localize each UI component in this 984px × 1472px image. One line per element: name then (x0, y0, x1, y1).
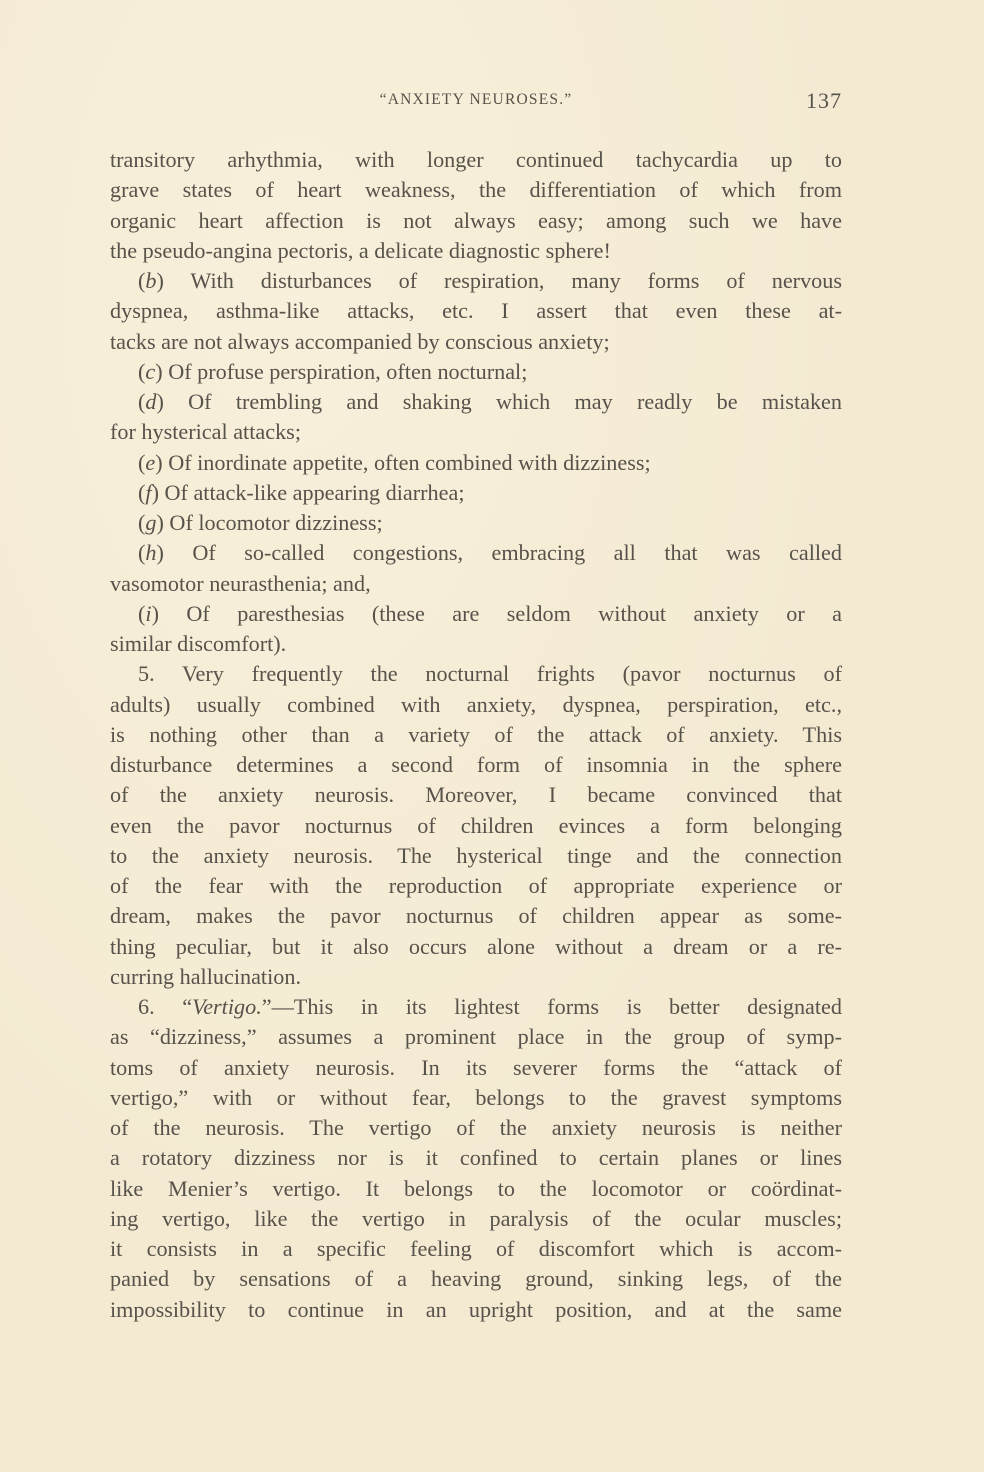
line-text: of the neurosis. The vertigo of the anxiety neurosis is neither (110, 1115, 842, 1140)
text-line (110, 357, 842, 387)
text-line (110, 145, 842, 175)
line-text: dyspnea, asthma-like attacks, etc. I assert that even these at- (110, 298, 842, 324)
text-line (110, 1204, 842, 1234)
text-line (110, 780, 842, 810)
text-line (110, 1083, 842, 1113)
text-line (110, 932, 842, 962)
line-text: Of so-called congestions, embracing all that was called (163, 540, 842, 566)
text-line (110, 1113, 842, 1143)
line-text: to the anxiety neurosis. The hysterical tinge and the connection (110, 842, 842, 868)
line-text: a rotatory dizziness nor is it confined to certain planes or lines (110, 1145, 842, 1171)
line-text: of the fear with the reproduction of appropriate experience or (110, 873, 842, 898)
line-text: Of trembling and shaking which may readly be mistaken (163, 389, 842, 414)
text-line (110, 962, 842, 992)
text-line (110, 266, 842, 296)
list-label: (f) (138, 479, 159, 505)
line-text: adults) usually combined with anxiety, dyspnea, perspiration, etc., (110, 691, 842, 717)
text-line (110, 206, 842, 236)
text-line (110, 296, 842, 326)
text-line (110, 569, 842, 599)
text-line (110, 236, 842, 266)
line-text: of the anxiety neurosis. Moreover, I became convinced that (110, 782, 842, 808)
running-title: “ANXIETY NEUROSES.” (379, 91, 573, 108)
line-text: vasomotor neurasthenia; and, (110, 570, 371, 596)
line-text: it consists in a specific feeling of discomfort which is accom- (110, 1236, 842, 1261)
page-number: 137 (806, 88, 842, 113)
text-line (110, 659, 842, 689)
line-text: panied by sensations of a heaving ground, sinking legs, of the (110, 1266, 842, 1292)
line-text: transitory arhythmia, with longer continued tachycardia up to (110, 147, 842, 172)
line-text: tacks are not always accompanied by conscious anxiety; (110, 328, 610, 354)
line-text: Of profuse perspiration, often nocturnal; (162, 358, 528, 384)
line-text: disturbance determines a second form of insomnia in the sphere (110, 752, 842, 777)
text-line (110, 478, 842, 508)
text-line (110, 448, 842, 478)
line-text: vertigo,” with or without fear, belongs to the gravest symptoms (110, 1084, 842, 1110)
text-line (110, 811, 842, 841)
text-line (110, 599, 842, 629)
line-text: the pseudo-angina pectoris, a delicate diagnostic sphere! (110, 237, 611, 263)
line-text: like Menier’s vertigo. It belongs to the locomotor or coördinat- (110, 1175, 842, 1201)
line-text: is nothing other than a variety of the attack of anxiety. This (110, 721, 842, 747)
list-label: (i) (138, 600, 159, 626)
text-line (110, 841, 842, 871)
body-text (110, 145, 842, 1325)
line-text: 5. Very frequently the nocturnal frights (pavor nocturnus of (138, 661, 842, 687)
text-line (110, 720, 842, 750)
line-text: grave states of heart weakness, the differentiation of which from (110, 177, 842, 203)
list-label: (b) (138, 268, 164, 293)
line-text: toms of anxiety neurosis. In its severer forms the “attack of (110, 1054, 842, 1080)
text-line (110, 387, 842, 417)
line-text: Of locomotor dizziness; (163, 510, 383, 535)
text-line (110, 1143, 842, 1173)
line-text: as “dizziness,” assumes a prominent place in the group of symp- (110, 1024, 842, 1050)
list-label: (h) (138, 540, 164, 566)
text-line (110, 1234, 842, 1264)
italic-term: Vertigo. (192, 994, 262, 1019)
text-line: 6. “Vertigo.”—This in its lightest forms is better designated (138, 994, 842, 1019)
text-line (110, 1264, 842, 1294)
line-text: With disturbances of respiration, many forms of nervous (163, 268, 842, 293)
line-text: curring hallucination. (110, 963, 301, 989)
text-line (110, 538, 842, 568)
text-line (110, 1022, 842, 1052)
line-text: organic heart affection is not always easy; among such we have (110, 207, 842, 233)
list-label: (g) (138, 510, 164, 535)
text-line (110, 508, 842, 538)
text-line (110, 1053, 842, 1083)
line-text: Of attack-like appearing diarrhea; (158, 479, 465, 505)
text-line (110, 871, 842, 901)
line-text: ing vertigo, like the vertigo in paralysis of the ocular muscles; (110, 1205, 842, 1231)
line-text: for hysterical attacks; (110, 419, 301, 445)
list-label: (c) (138, 358, 163, 384)
line-text: impossibility to continue in an upright position, and at the same (110, 1296, 842, 1322)
line-text: Of paresthesias (these are seldom without anxiety or a (158, 600, 842, 626)
text-line (110, 629, 842, 659)
line-text: thing peculiar, but it also occurs alone without a dream or a re- (110, 933, 842, 959)
text-line (110, 417, 842, 447)
text-line (110, 901, 842, 931)
running-head (110, 88, 842, 114)
text-line (110, 175, 842, 205)
list-label: (d) (138, 389, 164, 414)
text-line (110, 750, 842, 780)
text-line (110, 1295, 842, 1325)
text-line (110, 690, 842, 720)
line-text: dream, makes the pavor nocturnus of children appear as some- (110, 903, 842, 929)
list-label: (e) (138, 449, 163, 475)
line-text: similar discomfort). (110, 631, 287, 656)
text-line (110, 327, 842, 357)
text-line (110, 1174, 842, 1204)
line-text: Of inordinate appetite, often combined with dizziness; (162, 449, 651, 475)
line-text: even the pavor nocturnus of children evinces a form belonging (110, 812, 842, 838)
line-text: ”—This in its lightest forms is better designated (261, 994, 842, 1019)
